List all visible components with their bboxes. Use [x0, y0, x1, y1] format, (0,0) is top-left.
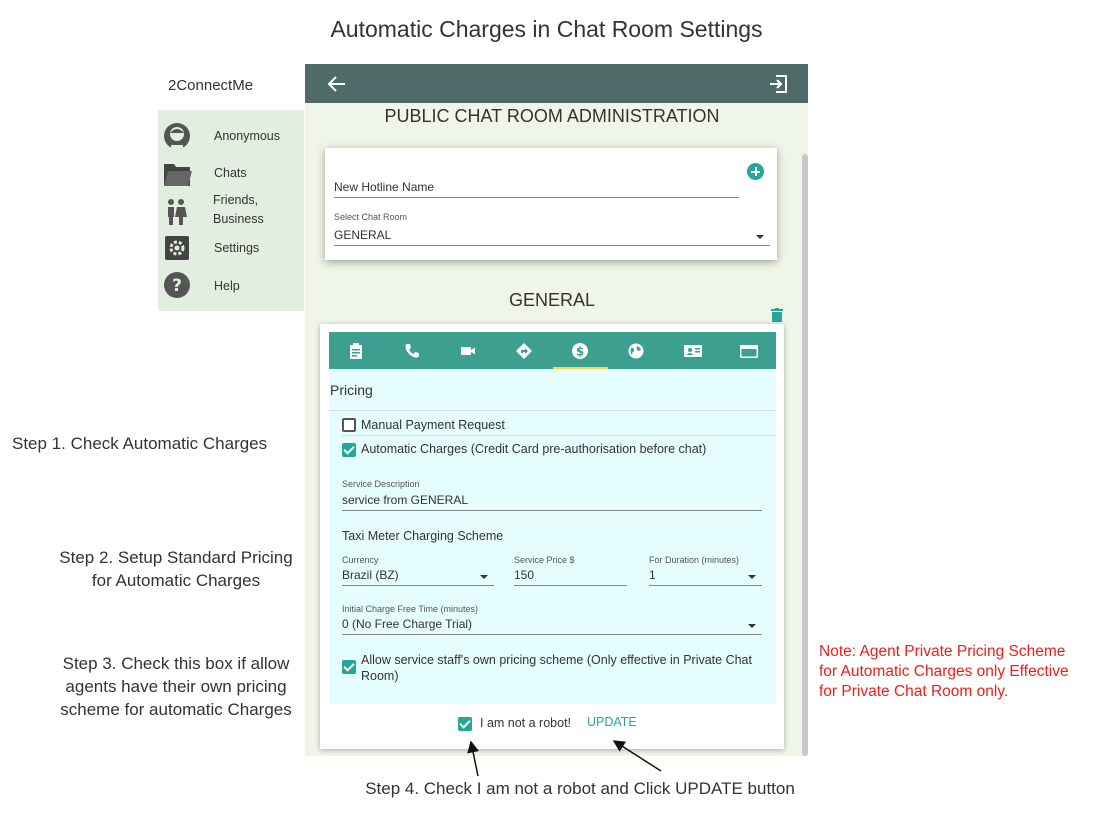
step3-annotation — [40, 652, 312, 721]
note-annotation — [819, 642, 1108, 702]
trash-icon[interactable] — [771, 308, 783, 322]
chevron-down-icon — [748, 575, 756, 579]
add-hotline-button[interactable] — [747, 163, 764, 180]
tab-contacts[interactable] — [665, 332, 720, 369]
step3-line2: agents have their own pricing — [65, 677, 287, 696]
video-camera-icon — [460, 343, 476, 359]
sidebar-item-chats[interactable] — [158, 156, 304, 192]
row-divider — [342, 435, 776, 436]
note-line2: for Automatic Charges only Effective — [819, 663, 1069, 680]
allow-staff-pricing-line2: Room) — [361, 669, 399, 683]
contact-card-icon — [684, 343, 702, 359]
select-chat-room-label: Select Chat Room — [334, 212, 408, 222]
not-robot-checkbox[interactable] — [458, 717, 472, 731]
app-bar — [305, 64, 808, 103]
free-time-select[interactable] — [342, 617, 762, 635]
sidebar-item-label: Settings — [214, 241, 260, 255]
free-time-select-value: 0 (No Free Charge Trial) — [342, 617, 473, 631]
card-footer — [320, 709, 784, 749]
web-window-icon — [740, 343, 758, 359]
directions-icon — [516, 343, 532, 359]
tab-video[interactable] — [441, 332, 496, 369]
document-title: Automatic Charges in Chat Room Settings — [330, 16, 763, 42]
automatic-charges-label: Automatic Charges (Credit Card pre-authorisation before chat) — [361, 442, 707, 456]
chevron-down-icon — [756, 235, 764, 239]
app-window — [305, 64, 808, 756]
service-description-label: Service Description — [342, 479, 420, 489]
sidebar-item-help[interactable] — [158, 270, 304, 306]
manual-payment-label: Manual Payment Request — [361, 418, 505, 432]
automatic-charges-checkbox[interactable] — [342, 443, 356, 457]
duration-label: For Duration (minutes) — [649, 555, 740, 565]
service-description-input[interactable]: service from GENERAL — [342, 493, 762, 511]
svg-text:$: $ — [575, 344, 585, 359]
sidebar-item-label: Help — [214, 279, 240, 293]
dollar-icon — [572, 343, 588, 359]
people-icon — [162, 197, 192, 227]
tab-web[interactable] — [609, 332, 664, 369]
pricing-panel — [329, 332, 776, 704]
duration-select-value: 1 — [649, 568, 656, 582]
room-settings-card — [320, 324, 784, 749]
allow-staff-pricing-checkbox[interactable] — [342, 660, 356, 674]
sidebar-label-line2: Business — [213, 212, 264, 226]
note-line1: Note: Agent Private Pricing Scheme — [819, 643, 1066, 660]
update-button[interactable]: UPDATE — [587, 715, 637, 729]
hotline-name-input[interactable] — [334, 176, 739, 198]
clipboard-icon — [348, 343, 364, 359]
sidebar-item-label — [213, 191, 264, 229]
hotline-card — [325, 148, 777, 260]
step2-line2: for Automatic Charges — [91, 571, 261, 590]
scrollbar[interactable] — [802, 154, 808, 756]
pricing-section-title: Pricing — [330, 382, 373, 398]
manual-payment-checkbox[interactable] — [342, 418, 356, 432]
step1-annotation: Step 1. Check Automatic Charges — [12, 434, 268, 453]
step4-annotation: Step 4. Check I am not a robot and Click UPDATE button — [365, 779, 795, 798]
sidebar-item-friends-business[interactable] — [158, 190, 304, 230]
tab-voice[interactable] — [385, 332, 440, 369]
charging-scheme-title: Taxi Meter Charging Scheme — [342, 529, 504, 543]
app-brand: 2ConnectMe — [168, 77, 254, 94]
logout-icon[interactable] — [767, 72, 791, 96]
sidebar — [158, 110, 304, 311]
duration-select[interactable] — [649, 568, 762, 586]
gear-icon — [165, 236, 195, 266]
chevron-down-icon — [480, 575, 488, 579]
sidebar-label-line1: Friends, — [213, 193, 259, 207]
chevron-down-icon — [748, 624, 756, 628]
chat-room-select-value: GENERAL — [334, 228, 392, 242]
globe-icon — [628, 343, 644, 359]
note-line3: for Private Chat Room only. — [819, 683, 1009, 700]
tab-details[interactable] — [329, 332, 384, 369]
tab-embed[interactable] — [721, 332, 776, 369]
phone-icon — [404, 343, 420, 359]
back-arrow-icon[interactable] — [325, 72, 349, 96]
allow-staff-pricing-line1: Allow service staff's own pricing scheme (Only effective in Private Chat — [361, 653, 752, 667]
folder-icon — [162, 159, 192, 189]
svg-text:?: ? — [172, 276, 182, 296]
step3-line1: Step 3. Check this box if allow — [62, 654, 290, 673]
sidebar-item-label: Chats — [214, 166, 247, 180]
step3-line3: scheme for automatic Charges — [60, 700, 292, 719]
sidebar-item-anonymous[interactable] — [158, 118, 304, 154]
service-price-label: Service Price $ — [514, 555, 575, 565]
sidebar-item-label: Anonymous — [214, 129, 281, 143]
currency-label: Currency — [342, 555, 379, 565]
allow-staff-pricing-label — [361, 652, 771, 684]
tab-pricing[interactable] — [553, 332, 608, 369]
service-price-input[interactable]: 150 — [514, 568, 627, 586]
room-heading: GENERAL — [508, 290, 596, 310]
sidebar-item-settings[interactable] — [158, 232, 304, 268]
currency-select[interactable] — [342, 568, 494, 586]
settings-tab-bar — [329, 332, 776, 369]
section-divider — [329, 410, 776, 411]
step2-line1: Step 2. Setup Standard Pricing — [59, 548, 293, 567]
currency-select-value: Brazil (BZ) — [342, 568, 399, 582]
chat-room-select[interactable] — [334, 228, 770, 246]
help-icon — [164, 272, 194, 302]
page-title: PUBLIC CHAT ROOM ADMINISTRATION — [384, 106, 720, 126]
not-robot-label: I am not a robot! — [480, 716, 572, 730]
free-time-label: Initial Charge Free Time (minutes) — [342, 604, 479, 614]
step2-annotation — [40, 546, 312, 592]
anonymous-avatar-icon — [162, 121, 192, 151]
tab-directions[interactable] — [497, 332, 552, 369]
